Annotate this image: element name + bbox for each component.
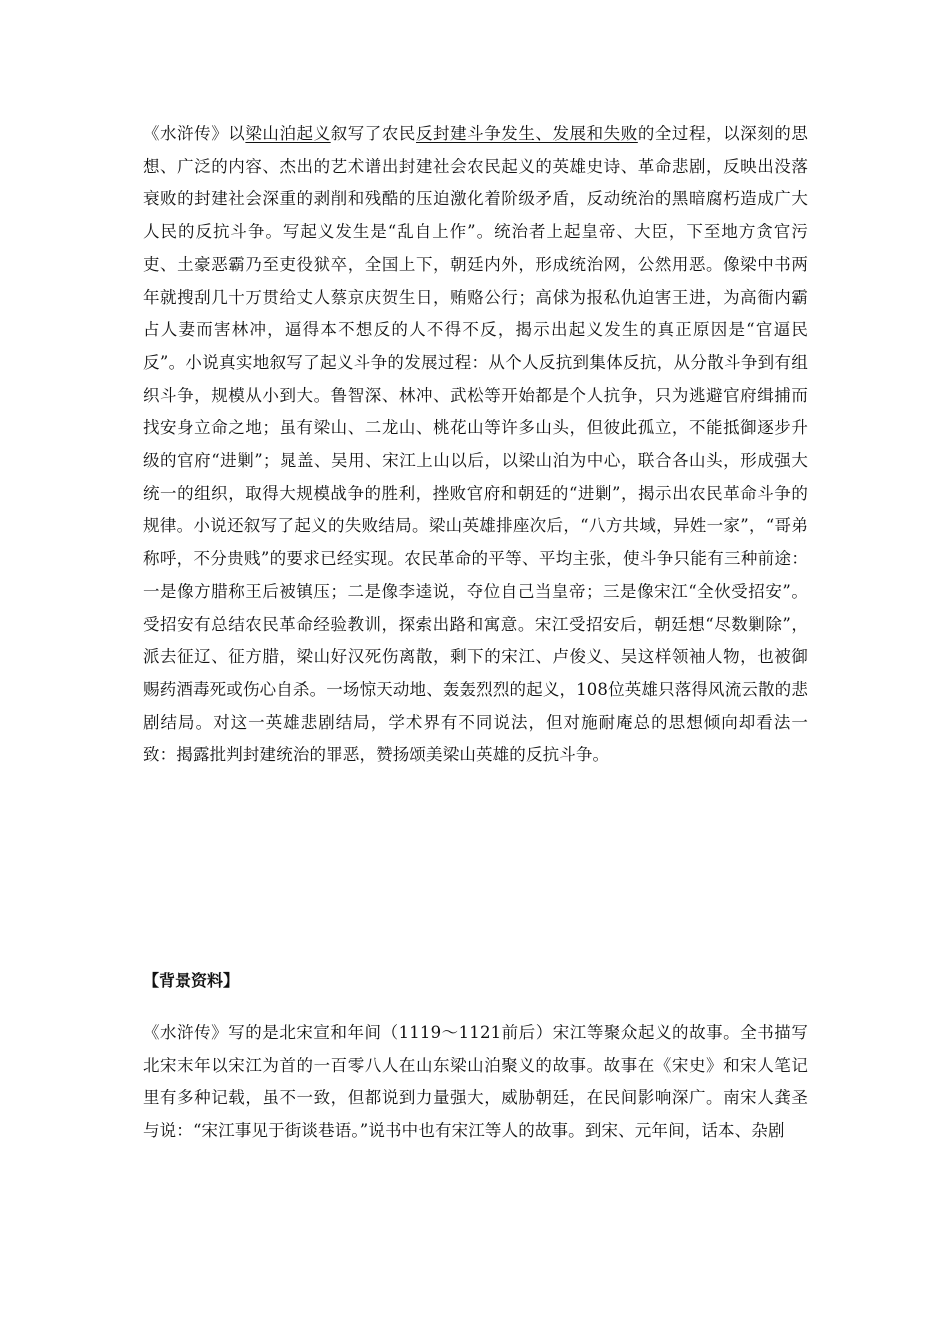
paragraph-text: 叙写了农民 [330,124,416,143]
background-paragraph: 《水浒传》写的是北宋宣和年间（1119～1121前后）宋江等聚众起义的故事。全书描写北宋末年以宋江为首的一百零八人在山东梁山泊聚义的故事。故事在《宋史》和宋人笔记里有多种记载，虽不一致，但都说到力量强大，威胁朝廷，在民间影响深广。南宋人龚圣与说：“宋江事见于街谈巷语。”说书中也有宋江等人的故事。到宋、元年间，话本、杂剧 [143,1023,808,1141]
section-heading: 【背景资料】 [143,971,240,990]
underlined-term-liangshanpo-uprising: 梁山泊起义 [245,124,331,143]
paragraph-text: 《水浒传》以 [143,124,246,143]
body-paragraph [143,118,808,772]
underlined-term-anti-feudal-struggle: 反封建斗争发生、发展和失败 [416,124,638,143]
paragraph-text: 的全过程，以深刻的思想、广泛的内容、杰出的艺术谱出封建社会农民起义的英雄史诗、革命悲剧，反映出没落衰败的封建社会深重的剥削和残酷的压迫激化着阶级矛盾，反动统治的黑暗腐朽造成广大人民的反抗斗争。写起义发生是“乱自上作”。统治者上起皇帝、大臣，下至地方贪官污吏、土豪恶霸乃至吏役狱卒，全国上下，朝廷内外，形成统治网，公然用恶。像梁中书两年就搜刮几十万贯给丈人蔡京庆贺生日，贿赂公行；高俅为报私仇迫害王进，为高衙内霸占人妻而害林冲，逼得本不想反的人不得不反，揭示出起义发生的真正原因是“官逼民反”。小说真实地叙写了起义斗争的发展过程：从个人反抗到集体反抗，从分散斗争到有组织斗争，规模从小到大。鲁智深、林冲、武松等开始都是个人抗争，只为逃避官府缉捕而找安身立命之地；虽有梁山、二龙山、桃花山等许多山头，但彼此孤立，不能抵御逐步升级的官府“进剿”；晁盖、吴用、宋江上山以后，以梁山泊为中心，联合各山头，形成强大统一的组织，取得大规模战争的胜利，挫败官府和朝廷的“进剿”，揭示出农民革命斗争的规律。小说还叙写了起义的失败结局。梁山英雄排座次后，“八方共域，异姓一家”，“哥弟称呼，不分贵贱”的要求已经实现。农民革命的平等、平均主张，使斗争只能有三种前途：一是像方腊称王后被镇压；二是像李逵说，夺位自己当皇帝；三是像宋江“全伙受招安”。受招安有总结农民革命经验教训，探索出路和寓意。宋江受招安后，朝廷想“尽数剿除”，派去征辽、征方腊，梁山好汉死伤离散，剩下的宋江、卢俊义、吴这样领袖人物，也被御赐药酒毒死或伤心自杀。一场惊天动地、轰轰烈烈的起义，108位英雄只落得风流云散的悲剧结局。对这一英雄悲剧结局，学术界有不同说法，但对施耐庵总的思想倾向却看法一致：揭露批判封建统治的罪恶，赞扬颂美梁山英雄的反抗斗争。 [143,124,809,765]
